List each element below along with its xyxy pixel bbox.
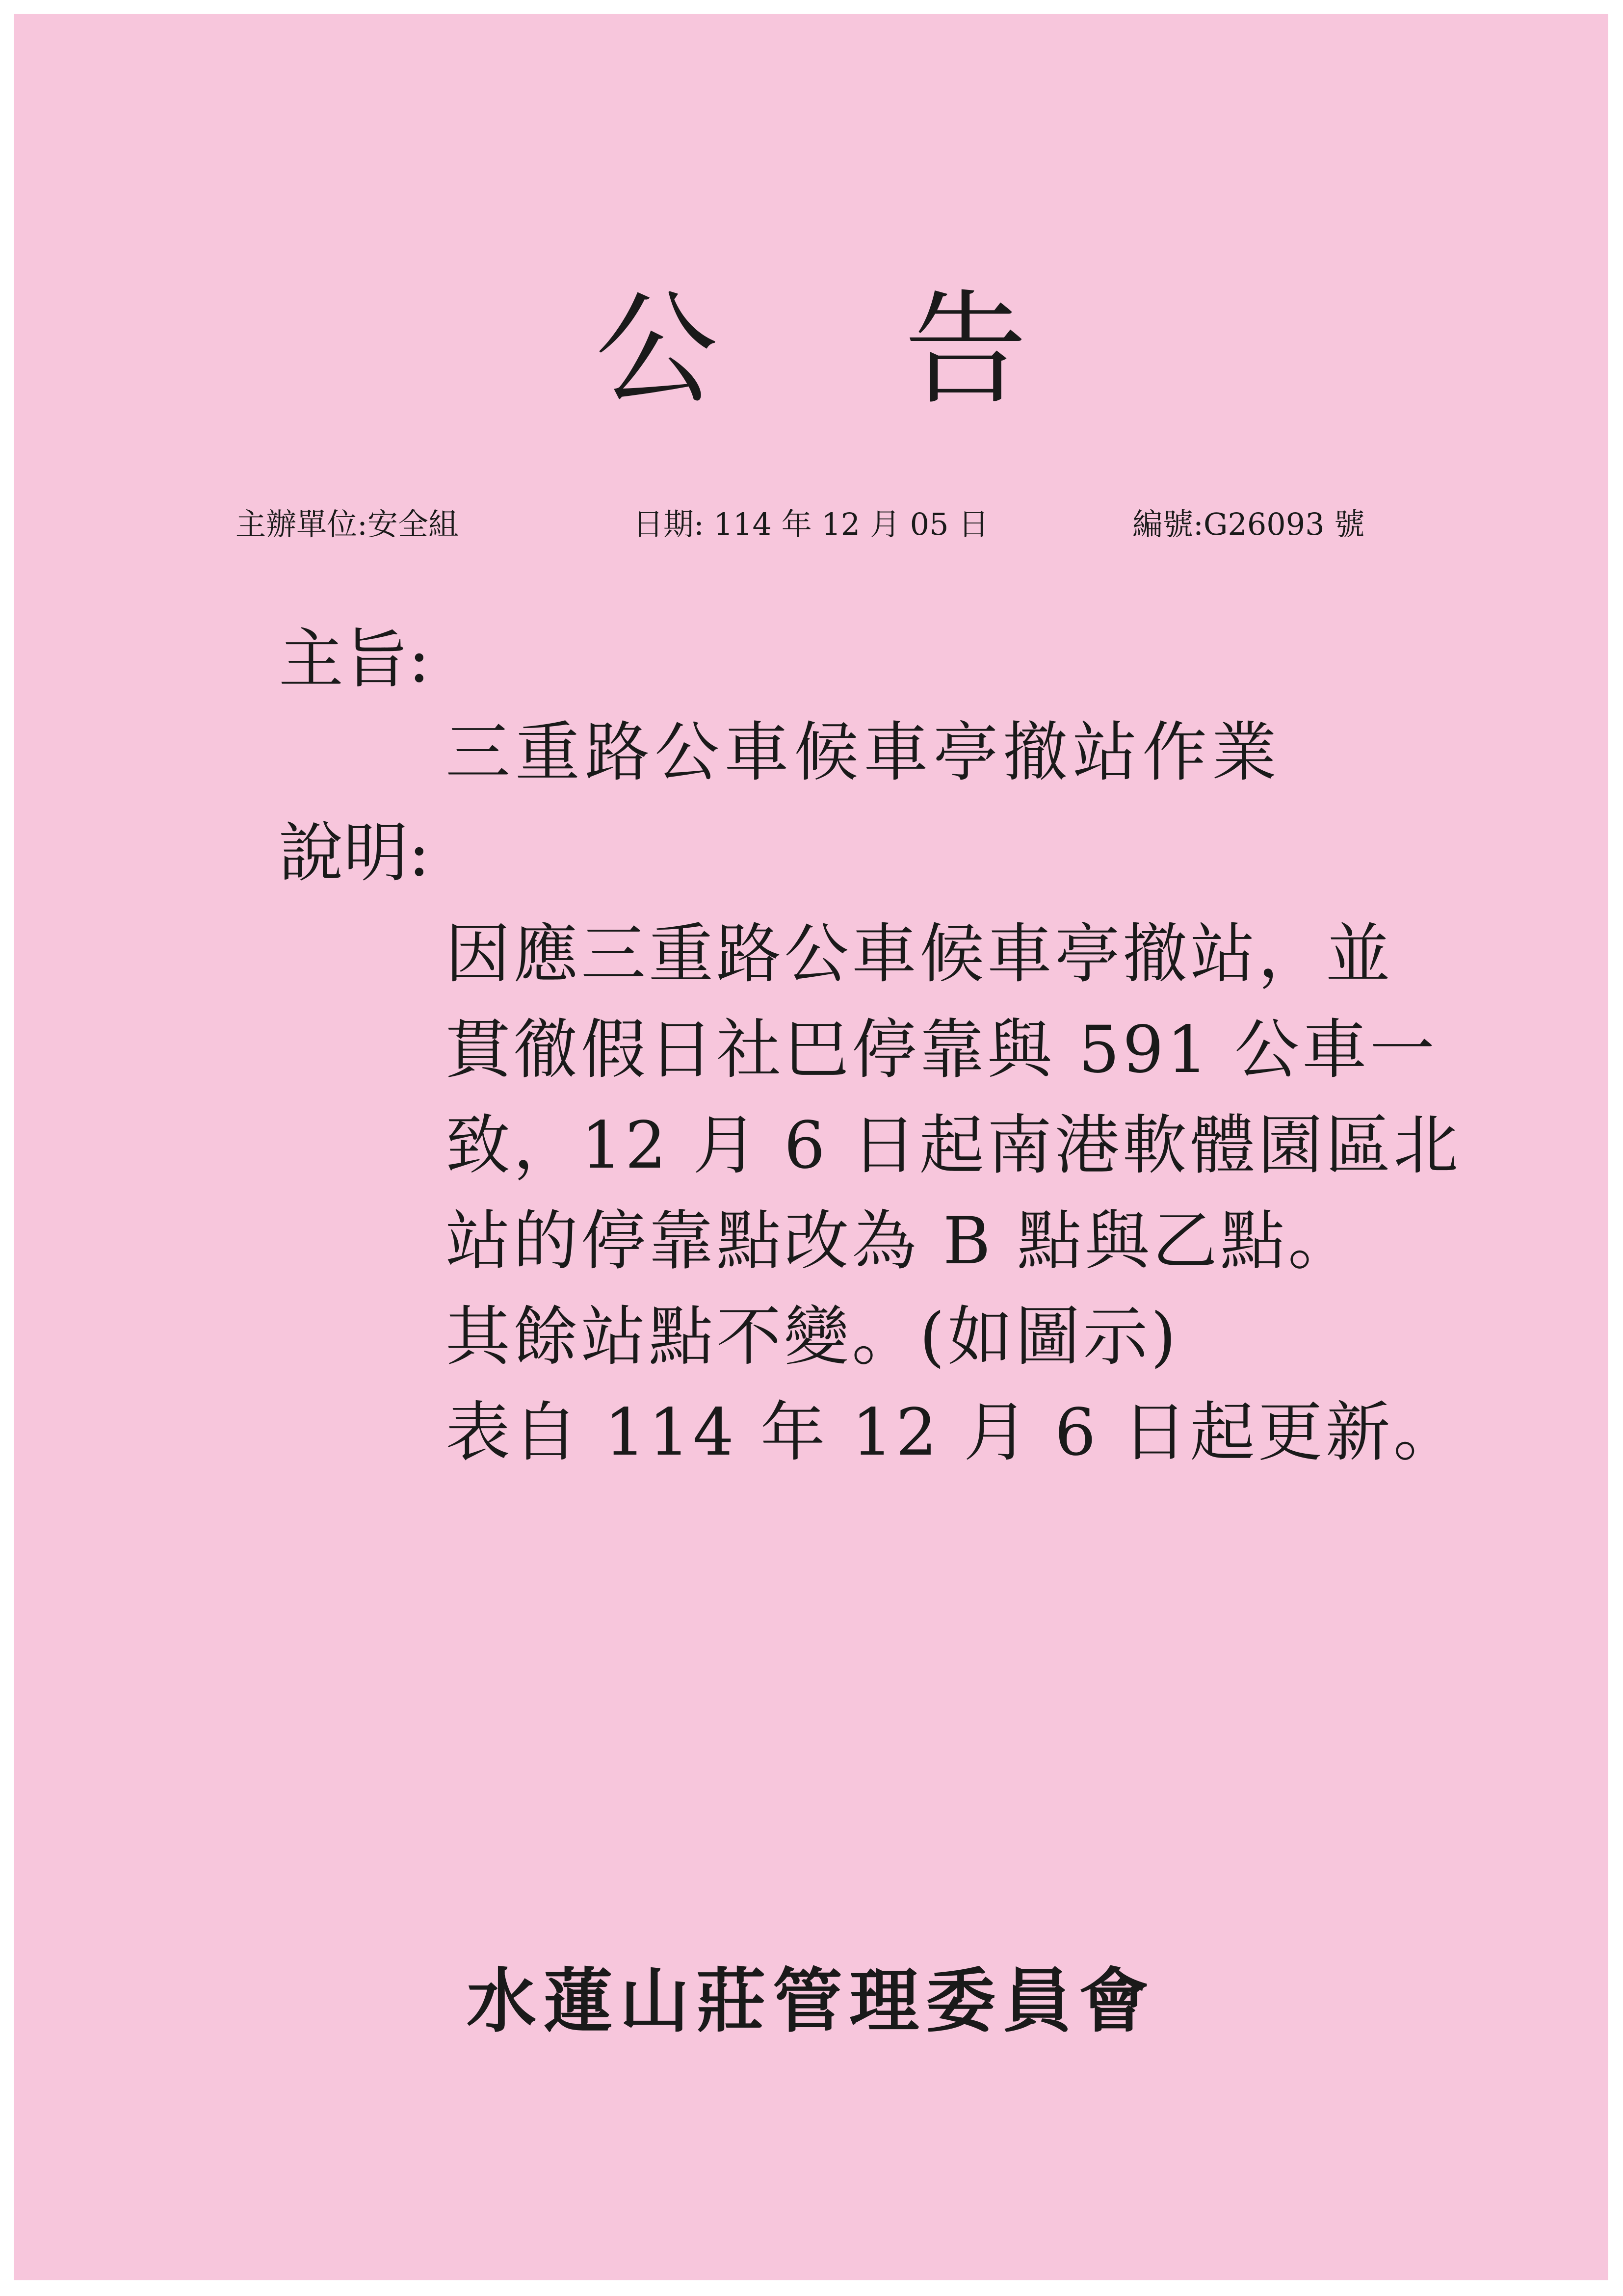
explanation-line: 因應三重路公車候車亭撤站，並 (445, 916, 1393, 992)
explanation-line: 致，12 月 6 日起南港軟體園區北 (445, 1108, 1461, 1183)
title-char-1: 公 (595, 278, 718, 421)
explanation-line: 表自 114 年 12 月 6 日起更新。 (445, 1395, 1461, 1470)
notice-paper (14, 14, 1608, 2280)
notice-title (14, 278, 1608, 421)
title-char-2: 告 (904, 278, 1027, 421)
subject-label: 主旨: (279, 622, 430, 697)
document-number-field: 編號:G26093 號 (1132, 506, 1365, 542)
explanation-label: 說明: (279, 815, 430, 891)
explanation-line: 站的停靠點改為 B 點與乙點。 (445, 1203, 1356, 1279)
organizer-field: 主辦單位:安全組 (236, 506, 459, 542)
explanation-body (445, 907, 1486, 1481)
explanation-line: 貫徹假日社巴停靠與 591 公車一 (445, 1012, 1438, 1088)
date-field: 日期: 114 年 12 月 05 日 (633, 506, 989, 542)
subject-text: 三重路公車候車亭撤站作業 (445, 715, 1282, 790)
issuer-signature: 水蓮山莊管理委員會 (467, 1960, 1155, 2042)
explanation-line: 其餘站點不變。(如圖示) (445, 1299, 1179, 1375)
